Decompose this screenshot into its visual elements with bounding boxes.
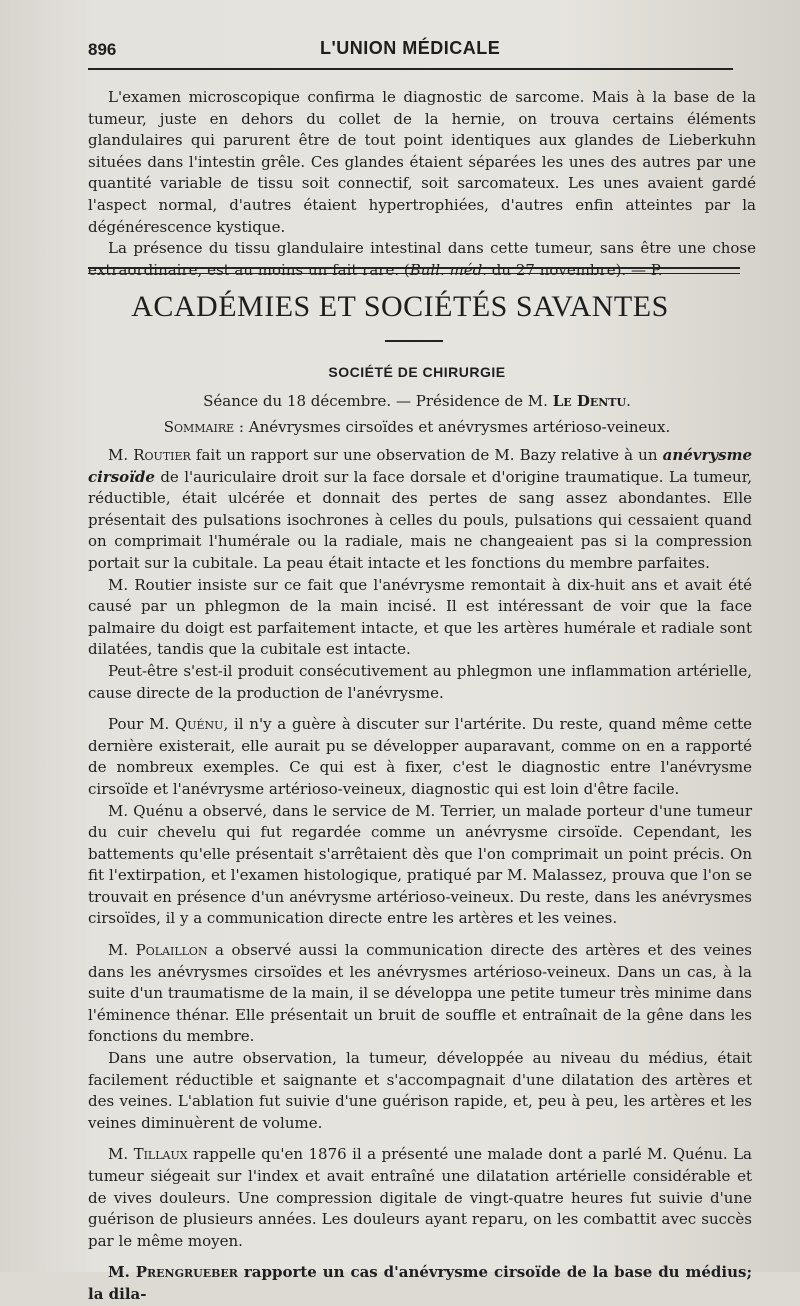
intro-paragraph-1: L'examen microscopique confirma le diagnostic de sarcome. Mais à la base de la tumeur, juste en dehors du collet de la hernie, on trouva certains éléments glandulaires qui parurent être de tout point identiques aux glandes de Lieberkuhn situées dans l'intestin grêle. Ces glandes étaient séparées les unes des autres par une quantité variable de tissu soit connectif, soit sarcomateux. Les unes avaient gardé l'aspect normal, d'autres étaient hypertrophiées, d'autres enfin atteintes par la dégénérescence kystique. [88,88,756,236]
body-paragraph-7: Dans une autre observation, la tumeur, développée au niveau du médius, était facilement réductible et saignante et s'accompagnait d'une dilatation des artères et des veines. L'ablation fut suivie d'une guérison rapide, et, peu à peu, les artères et les veines diminuèrent de volume. [88,1049,752,1132]
body-paragraph-9: M. Prengrueber rapporte un cas d'anévrysme cirsoïde de la base du médius; la dila- [88,1263,752,1303]
body-paragraph-6: M. Polaillon a observé aussi la communication directe des artères et des veines dans les anévrysmes cirsoïdes et les anévrysmes artérioso-veineux. Dans un cas, à la suite d'un traumatisme de la main, il se développa une petite tumeur très minime dans l'éminence thénar. Elle présentait un bruit de souffle et entraînait de la gêne dans les fonctions du membre. [88,941,752,1046]
speaker-prengrueber: Prengrueber [135,1263,238,1282]
sommaire-line: Sommaire : Anévrysmes cirsoïdes et anévrysmes artérioso-veineux. [163,418,671,436]
speaker-quenu: Quénu [174,715,224,734]
body-paragraph-2: M. Routier insiste sur ce fait que l'anévrysme remontait à dix-huit ans et avait été causé par un phlegmon de la main incisé. Il est intéressant de voir que la face palmaire du doigt est parfaitement intacte, et que les artères humérale et radiale sont dilatées, tandis que la cubitale est intacte. [88,575,752,659]
body-paragraph-4: Pour M. Quénu, il n'y a guère à discuter sur l'artérite. Du reste, quand même cette dernière existerait, elle aurait pu se développer auparavant, comme on en a rapporté de nombreux exemples. Ce qui est à fixer, c'est le diagnostic entre l'anévrysme cirsoïde et l'anévrysme artérioso-veineux, diagnostic qui est loin d'être facile. [88,715,752,798]
sommaire-label: Sommaire [163,418,235,436]
body-paragraph-3: Peut-être s'est-il produit consécutivement au phlegmon une inflammation artérielle, cause directe de la production de l'anévrysme. [88,661,752,702]
intro-text [88,87,756,281]
speaker-polaillon: Polaillon [135,941,208,960]
speaker-tillaux: Tillaux [133,1145,188,1164]
page-number: 896 [88,40,117,59]
header-rule [88,68,733,70]
term-anevrysme-cirsoide: anévrysme cirsoïde [88,446,752,486]
society-heading: SOCIÉTÉ DE CHIRURGIE [328,364,506,380]
section-divider [88,267,740,274]
body-paragraph-8: M. Tillaux rappelle qu'en 1876 il a présenté une malade dont a parlé M. Quénu. La tumeur siégeait sur l'index et avait entraîné une dilatation artérielle considérable et de vives douleurs. Une compression digitale de vingt-quatre heures fut suivie d'une guérison de plusieurs années. Les douleurs ayant reparu, on les combattit avec succès par le même moyen. [88,1145,752,1250]
speaker-routier: Routier [133,446,191,464]
bulletin-reference: Bull. méd. [409,260,488,279]
president-name: Le Dentu [552,392,627,410]
section-title: ACADÉMIES ET SOCIÉTÉS SAVANTES [131,290,669,323]
running-head: L'UNION MÉDICALE [320,38,501,58]
intro-paragraph-2: La présence du tissu glandulaire intestinal dans cette tumeur, sans être une chose extraordinaire, est au moins un fait rare. (Bull. méd. du 27 novembre). — P. [88,239,756,279]
title-rule [385,340,443,342]
body-paragraph-1: M. Routier fait un rapport sur une observation de M. Bazy relative à un anévrysme cirsoïde de l'auriculaire droit sur la face dorsale et d'origine traumatique. La tumeur, réductible, était ulcérée et donnait des pertes de sang assez abondantes. Elle présentait des pulsations isochrones à celles du pouls, pulsations qui cessaient quand on comprimait l'humérale ou la radiale, mais ne changeaient pas si la compression portait sur la cubitale. La peau était intacte et les fonctions du membre parfaites. [88,446,752,572]
body-paragraph-5: M. Quénu a observé, dans le service de M. Terrier, un malade porteur d'une tumeur du cuir chevelu qui fut regardée comme un anévrysme cirsoïde. Cependant, les battements qu'elle présentait s'arrêtaient dès que l'on comprimait un point précis. On fit l'extirpation, et l'examen histologique, pratiqué par M. Malassez, prouva que l'on se trouvait en présence d'un anévrysme artérioso-veineux. Du reste, dans les anévrysmes cirsoïdes, il y a communication directe entre les artères et les veines. [88,801,752,928]
body-text [88,445,752,1306]
seance-line: Séance du 18 décembre. — Présidence de M. Le Dentu. [203,392,631,410]
